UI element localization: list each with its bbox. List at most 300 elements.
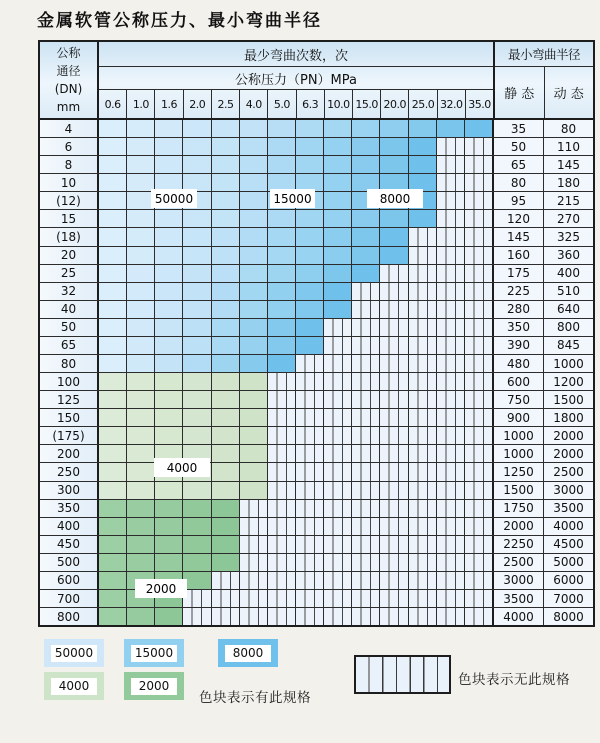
no-spec-cell [212,590,240,607]
spec-cell [183,228,211,245]
no-spec-cell [465,500,492,517]
dynamic-radius-cell: 1500 [544,391,593,408]
spec-cell [324,228,352,245]
spec-cell [212,373,240,390]
no-spec-cell [324,319,352,336]
pressure-cells [99,409,494,426]
pressure-cells [99,265,494,282]
no-spec-cell [380,391,408,408]
spec-cell [99,427,127,444]
no-spec-cell [296,482,324,499]
spec-cell [240,283,268,300]
no-spec-cell [352,319,380,336]
no-spec-cell [465,391,492,408]
spec-cell [380,247,408,264]
table-row [40,500,593,518]
no-spec-cell [212,572,240,589]
spec-cell [155,301,183,318]
spec-cell [380,228,408,245]
dynamic-radius-cell: 5000 [544,554,593,571]
spec-cell [296,120,324,137]
no-spec-cell [324,572,352,589]
dynamic-radius-cell: 80 [544,120,593,137]
spec-cell [268,210,296,227]
spec-cell [183,337,211,354]
no-spec-cell [437,590,465,607]
spec-cell [380,120,408,137]
spec-cell [296,156,324,173]
dynamic-radius-cell: 180 [544,174,593,191]
spec-cell [99,500,127,517]
static-radius-cell: 65 [494,156,544,173]
no-spec-cell [465,228,492,245]
spec-cell [212,554,240,571]
spec-cell [296,228,324,245]
no-spec-cell [437,319,465,336]
no-spec-cell [352,355,380,372]
pressure-header-cell: 25.0 [409,90,437,118]
table-row [40,247,593,265]
pressure-header-cell: 2.5 [212,90,240,118]
no-spec-cell [324,409,352,426]
spec-cell [127,445,155,462]
no-spec-cell [437,265,465,282]
table-row [40,301,593,319]
dynamic-radius-cell: 1200 [544,373,593,390]
no-spec-cell [324,608,352,625]
spec-cell [99,228,127,245]
spec-cell [183,265,211,282]
pressure-cells [99,536,494,553]
spec-cell [99,355,127,372]
no-spec-cell [296,518,324,535]
spec-cell [155,536,183,553]
spec-cell [296,283,324,300]
no-spec-cell [324,355,352,372]
no-spec-cell [437,210,465,227]
spec-cell [352,247,380,264]
no-spec-cell [296,409,324,426]
spec-cell [183,319,211,336]
spec-cell [99,536,127,553]
no-spec-cell [240,554,268,571]
spec-cell [183,355,211,372]
spec-cell [99,265,127,282]
no-spec-cell [409,247,437,264]
pressure-cells [99,608,494,625]
spec-cell [127,228,155,245]
spec-cell [183,427,211,444]
spec-cell [352,138,380,155]
dynamic-radius-cell: 2000 [544,445,593,462]
spec-cell [127,355,155,372]
radius-header [495,42,593,118]
spec-cell [155,355,183,372]
legend-striped-block [354,655,451,694]
no-spec-cell [380,572,408,589]
spec-cell [127,247,155,264]
spec-cell [268,265,296,282]
spec-cell [99,482,127,499]
spec-cell [127,518,155,535]
static-radius-cell: 160 [494,247,544,264]
static-column-header: 静 态 [495,67,545,118]
pressure-header-cell: 5.0 [268,90,296,118]
spec-cell [183,482,211,499]
no-spec-cell [409,337,437,354]
table-row [40,120,593,138]
spec-cell [240,319,268,336]
spec-cell [155,120,183,137]
dn-header-line: (DN) [54,82,83,96]
no-spec-cell [380,608,408,625]
no-spec-cell [437,247,465,264]
pressure-headers [99,90,493,118]
pressure-cells [99,373,494,390]
spec-cell [212,391,240,408]
dn-cell: 15 [40,210,99,227]
spec-cell [183,283,211,300]
pressure-cells [99,518,494,535]
no-spec-cell [380,554,408,571]
table-row [40,572,593,590]
no-spec-cell [352,337,380,354]
spec-cell [99,210,127,227]
no-spec-cell [437,463,465,480]
pressure-cells [99,482,494,499]
dn-cell: 100 [40,373,99,390]
radius-title: 最小弯曲半径 [495,42,593,67]
spec-cell [380,138,408,155]
static-radius-cell: 50 [494,138,544,155]
spec-cell [212,355,240,372]
bend-times-header [99,42,495,118]
spec-cell [380,156,408,173]
no-spec-cell [380,319,408,336]
table-row [40,228,593,246]
no-spec-cell [324,518,352,535]
dynamic-radius-cell: 4000 [544,518,593,535]
spec-cell [127,500,155,517]
no-spec-cell [240,500,268,517]
spec-cell [240,174,268,191]
no-spec-cell [437,301,465,318]
no-spec-cell [352,572,380,589]
static-radius-cell: 120 [494,210,544,227]
spec-cell [183,409,211,426]
pressure-cells [99,355,494,372]
spec-cell [99,319,127,336]
spec-cell [155,156,183,173]
table-row [40,409,593,427]
dn-header-line: 公称 [56,46,81,60]
static-radius-cell: 2000 [494,518,544,535]
no-spec-cell [465,319,492,336]
legend-block-value: 8000 [225,645,271,662]
no-spec-cell [465,590,492,607]
no-spec-cell [437,355,465,372]
no-spec-cell [465,373,492,390]
spec-cell [99,301,127,318]
no-spec-cell [465,445,492,462]
no-spec-cell [409,283,437,300]
static-radius-cell: 80 [494,174,544,191]
no-spec-cell [465,283,492,300]
dn-cell: 8 [40,156,99,173]
no-spec-cell [409,463,437,480]
dynamic-radius-cell: 1800 [544,409,593,426]
no-spec-cell [437,572,465,589]
no-spec-cell [409,409,437,426]
no-spec-cell [465,518,492,535]
no-spec-cell [380,500,408,517]
no-spec-cell [380,283,408,300]
no-spec-cell [380,590,408,607]
dn-cell: 4 [40,120,99,137]
no-spec-cell [296,445,324,462]
static-radius-cell: 350 [494,319,544,336]
spec-cell [324,210,352,227]
no-spec-cell [296,373,324,390]
spec-cell [99,445,127,462]
no-spec-cell [409,500,437,517]
static-radius-cell: 95 [494,192,544,209]
no-spec-cell [465,427,492,444]
spec-cell [155,283,183,300]
no-spec-cell [324,482,352,499]
no-spec-cell [437,228,465,245]
no-spec-cell [437,192,465,209]
spec-cell [240,228,268,245]
spec-cell [212,337,240,354]
static-radius-cell: 3000 [494,572,544,589]
table-row [40,319,593,337]
table-row [40,192,593,210]
spec-cell [268,355,296,372]
no-spec-cell [268,608,296,625]
spec-cell [99,518,127,535]
spec-cell [155,500,183,517]
no-spec-cell [409,554,437,571]
spec-cell [324,138,352,155]
legend-block [44,672,104,700]
dynamic-column-header: 动 态 [553,87,584,102]
spec-cell [240,138,268,155]
static-radius-cell: 4000 [494,608,544,625]
spec-cell [155,265,183,282]
spec-cell [99,138,127,155]
legend-block-value: 4000 [51,678,97,695]
no-spec-cell [268,500,296,517]
spec-cell [183,138,211,155]
spec-cell [127,265,155,282]
legend-block-value: 50000 [51,645,97,662]
no-spec-cell [465,247,492,264]
dn-cell: (175) [40,427,99,444]
no-spec-cell [465,355,492,372]
no-spec-cell [352,463,380,480]
static-radius-cell: 1000 [494,445,544,462]
static-radius-cell: 1250 [494,463,544,480]
no-spec-cell [437,337,465,354]
no-spec-cell [380,445,408,462]
no-spec-cell [352,554,380,571]
spec-cell [296,210,324,227]
pressure-cells [99,301,494,318]
spec-cell [183,536,211,553]
spec-cell [183,391,211,408]
spec-cell [352,265,380,282]
table-row [40,156,593,174]
spec-cell [127,156,155,173]
spec-cell [155,427,183,444]
no-spec-cell [352,590,380,607]
no-spec-cell [352,373,380,390]
table-row [40,482,593,500]
no-spec-cell [409,445,437,462]
spec-cell [155,409,183,426]
spec-cell [127,536,155,553]
spec-cell [183,518,211,535]
legend-block [124,639,184,667]
spec-cell [268,138,296,155]
pressure-header-cell: 1.6 [155,90,183,118]
no-spec-cell [380,482,408,499]
no-spec-cell [240,608,268,625]
no-spec-cell [268,427,296,444]
spec-cell [99,391,127,408]
no-spec-cell [465,608,492,625]
no-spec-cell [296,590,324,607]
spec-cell [240,120,268,137]
no-spec-cell [437,518,465,535]
dynamic-radius-cell: 325 [544,228,593,245]
dn-cell: 50 [40,319,99,336]
pressure-header-cell: 32.0 [438,90,466,118]
spec-cell [324,265,352,282]
spec-cell [155,373,183,390]
dynamic-radius-cell: 1000 [544,355,593,372]
dynamic-radius-cell: 3000 [544,482,593,499]
no-spec-cell [380,265,408,282]
no-spec-cell [437,174,465,191]
spec-cell [127,409,155,426]
spec-cell [268,156,296,173]
no-spec-cell [296,500,324,517]
spec-cell [183,247,211,264]
no-spec-cell [352,500,380,517]
spec-cell [127,391,155,408]
dynamic-radius-cell: 845 [544,337,593,354]
pressure-header-cell: 35.0 [468,97,491,111]
dn-cell: 25 [40,265,99,282]
dn-cell: 700 [40,590,99,607]
pressure-header-cell: 20.0 [381,90,409,118]
pressure-cells [99,138,494,155]
table-row [40,174,593,192]
no-spec-cell [268,445,296,462]
dn-cell: 65 [40,337,99,354]
no-spec-cell [352,482,380,499]
dn-cell: 250 [40,463,99,480]
spec-cell [99,156,127,173]
static-radius-cell: 3500 [494,590,544,607]
pressure-cells [99,319,494,336]
dn-cell: 200 [40,445,99,462]
spec-cell [465,120,492,137]
no-spec-cell [268,482,296,499]
no-spec-cell [380,337,408,354]
pressure-cells [99,427,494,444]
no-spec-cell [380,373,408,390]
pressure-header-cell: 10.0 [325,90,353,118]
no-spec-cell [268,409,296,426]
spec-cell [240,265,268,282]
no-spec-cell [324,445,352,462]
spec-cell [352,156,380,173]
dn-cell: 10 [40,174,99,191]
table-row [40,463,593,481]
spec-cell [155,518,183,535]
spec-cell [99,283,127,300]
spec-cell [212,283,240,300]
spec-cell [212,500,240,517]
spec-cell [212,482,240,499]
spec-cell [99,409,127,426]
table-row [40,391,593,409]
no-spec-cell [324,590,352,607]
no-spec-cell [324,463,352,480]
pressure-header-cell: 4.0 [240,90,268,118]
spec-cell [99,554,127,571]
static-radius-cell: 2500 [494,554,544,571]
spec-cell [437,120,465,137]
no-spec-cell [352,391,380,408]
spec-cell [127,427,155,444]
dynamic-radius-cell: 145 [544,156,593,173]
dn-header-cell [40,42,99,118]
no-spec-cell [268,554,296,571]
spec-cell [183,373,211,390]
spec-cell [409,138,437,155]
no-spec-cell [465,572,492,589]
no-spec-cell [352,427,380,444]
legend-block-value: 2000 [131,678,177,695]
no-spec-cell [437,391,465,408]
spec-cell [212,120,240,137]
spec-cell [268,319,296,336]
no-spec-cell [268,463,296,480]
spec-cell [212,518,240,535]
no-spec-cell [409,319,437,336]
spec-cell [212,210,240,227]
dynamic-radius-cell: 640 [544,301,593,318]
dn-cell: 600 [40,572,99,589]
no-spec-cell [437,156,465,173]
static-radius-cell: 900 [494,409,544,426]
no-spec-cell [296,427,324,444]
no-spec-cell [409,572,437,589]
spec-cell [212,409,240,426]
legend-block [218,639,278,667]
spec-cell [127,373,155,390]
dynamic-radius-cell: 510 [544,283,593,300]
dn-cell: 450 [40,536,99,553]
static-radius-cell: 480 [494,355,544,372]
spec-cell [183,156,211,173]
spec-cell [240,463,268,480]
no-spec-cell [409,482,437,499]
